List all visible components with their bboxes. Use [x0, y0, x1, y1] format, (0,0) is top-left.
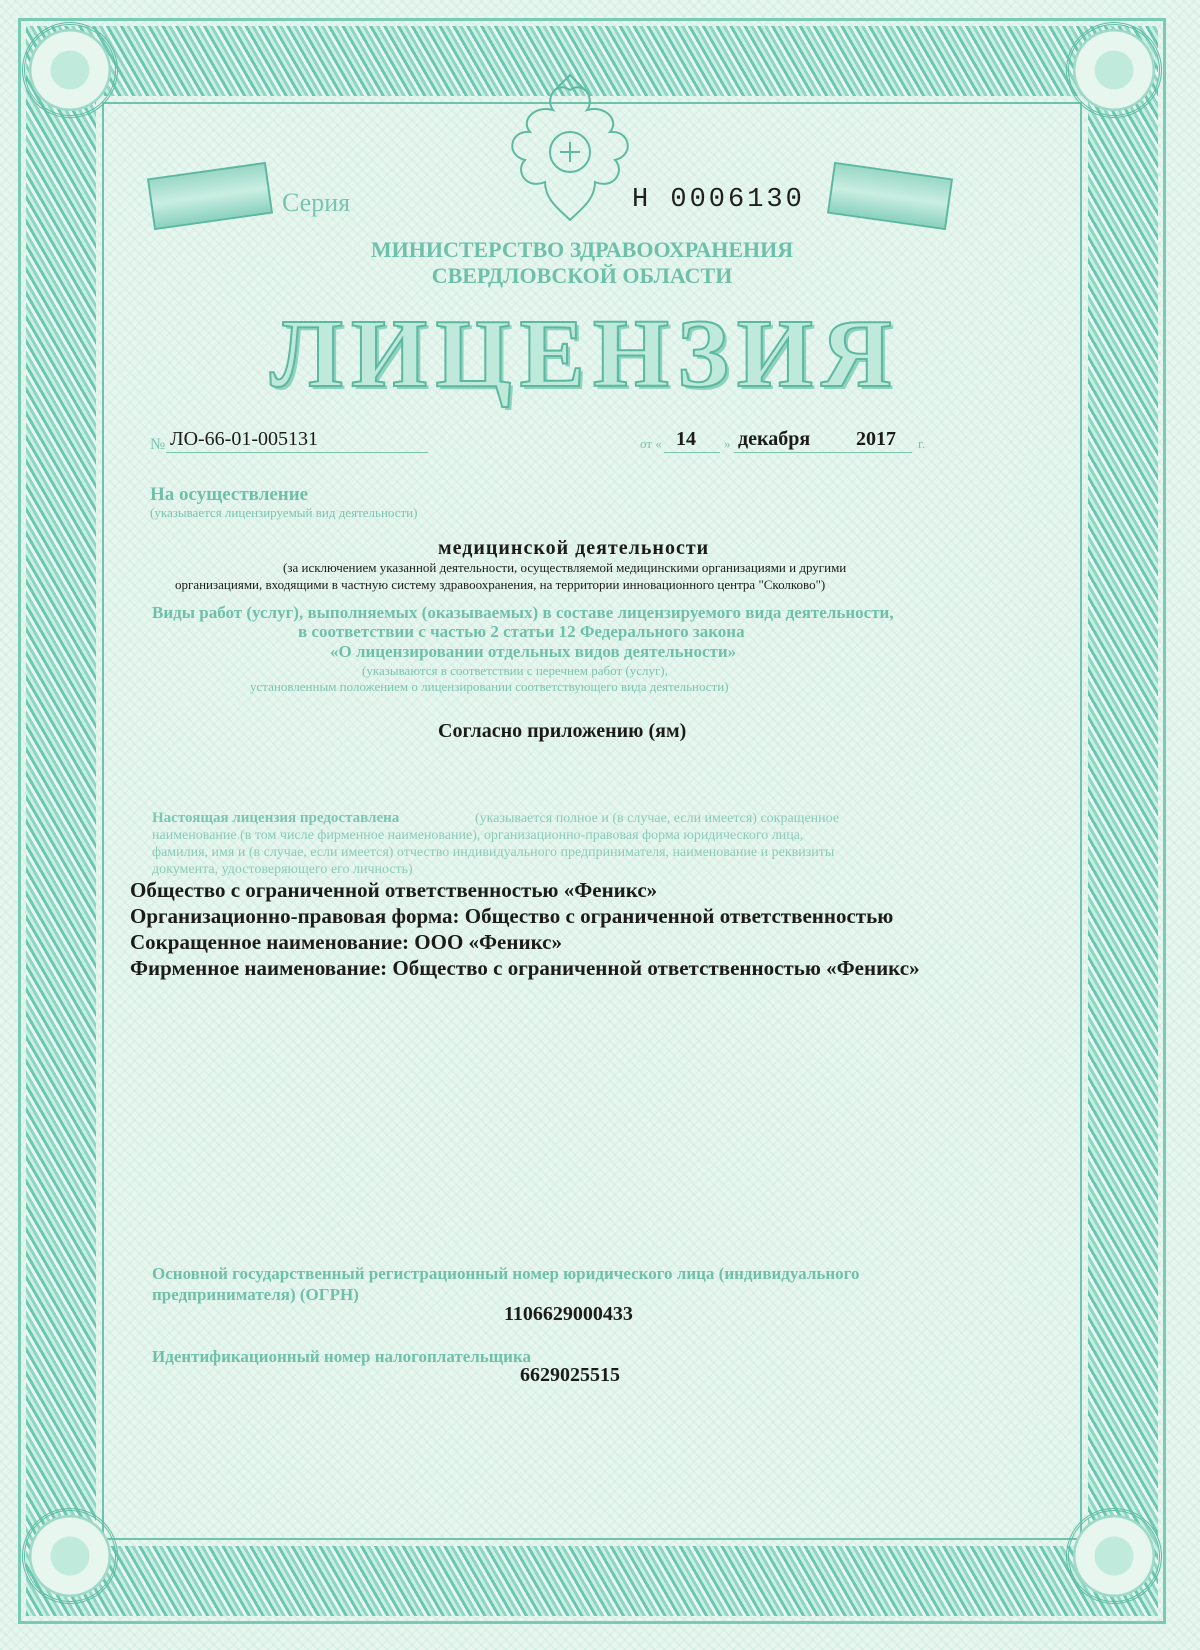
- document-title: ЛИЦЕНЗИЯ: [270, 300, 900, 408]
- activity-name: медицинской деятельности: [438, 537, 710, 559]
- license-number-underline: [166, 452, 428, 453]
- licensee-intro-rest: (указывается полное и (в случае, если имеется) сокращенное: [475, 811, 840, 826]
- works-line-2: в соответствии с частью 2 статьи 12 Федерального закона: [298, 622, 745, 641]
- works-hint-1: (указываются в соответствии с перечнем работ (услуг),: [362, 663, 668, 678]
- licensee-full-name: Общество с ограниченной ответственностью «Феникс»: [130, 878, 658, 902]
- licensee-intro-heading: Настоящая лицензия предоставлена: [152, 810, 400, 826]
- date-underline: [734, 452, 912, 453]
- ministry-line-2: СВЕРДЛОВСКОЙ ОБЛАСТИ: [431, 263, 733, 288]
- activity-exclusion-line-1: (за исключением указанной деятельности, осуществляемой медицинскими организациями и другими: [283, 560, 847, 575]
- year-suffix: г.: [918, 436, 926, 451]
- date-from-label: от «: [640, 436, 662, 451]
- corner-ornament: [1066, 1508, 1162, 1604]
- corner-ornament: [22, 22, 118, 118]
- series-label: Серия: [282, 188, 351, 217]
- date-year: 2017: [856, 428, 896, 450]
- inn-value: 6629025515: [520, 1364, 620, 1386]
- licensee-intro-line-2: наименование (в том числе фирменное наименование), организационно-правовая форма юридического лица,: [152, 828, 804, 843]
- date-month: декабря: [738, 428, 811, 450]
- works-line-1: Виды работ (услуг), выполняемых (оказываемых) в составе лицензируемого вида деятельности,: [152, 603, 894, 622]
- works-value: Согласно приложению (ям): [438, 720, 687, 742]
- licensee-brand-name: Фирменное наименование: Общество с ограниченной ответственностью «Феникс»: [130, 956, 920, 980]
- series-number: Н 0006130: [632, 185, 805, 215]
- licensee-intro-line-4: документа, удостоверяющего его личность): [152, 862, 413, 877]
- works-line-3: «О лицензировании отдельных видов деятельности»: [330, 642, 737, 661]
- corner-ornament: [1066, 22, 1162, 118]
- activity-hint: (указывается лицензируемый вид деятельности): [150, 505, 418, 520]
- number-prefix: №: [150, 436, 166, 453]
- activity-heading: На осуществление: [150, 484, 309, 505]
- license-number: ЛО-66-01-005131: [170, 428, 318, 450]
- ministry-line-1: МИНИСТЕРСТВО ЗДРАВООХРАНЕНИЯ: [370, 237, 794, 262]
- works-hint-2: установленным положением о лицензировании соответствующего вида деятельности): [250, 679, 729, 694]
- date-day: 14: [676, 428, 696, 450]
- ogrn-label-line-2: предпринимателя) (ОГРН): [152, 1285, 359, 1304]
- activity-exclusion-line-2: организациями, входящими в частную систему здравоохранения, на территории инновационного центра "Сколково"): [175, 577, 826, 592]
- inn-label: Идентификационный номер налогоплательщика: [152, 1347, 531, 1366]
- corner-ornament: [22, 1508, 118, 1604]
- ogrn-value: 1106629000433: [504, 1303, 633, 1325]
- licensee-legal-form: Организационно-правовая форма: Общество с ограниченной ответственностью: [130, 904, 894, 928]
- licensee-intro-line-3: фамилия, имя и (в случае, если имеется) отчество индивидуального предпринимателя, наименование и реквизиты: [152, 845, 835, 860]
- date-day-close: »: [724, 436, 731, 451]
- coat-of-arms-emblem: [485, 70, 655, 240]
- licensee-short-name: Сокращенное наименование: ООО «Феникс»: [130, 930, 562, 954]
- date-day-underline: [664, 452, 720, 453]
- ogrn-label-line-1: Основной государственный регистрационный номер юридического лица (индивидуального: [152, 1264, 860, 1283]
